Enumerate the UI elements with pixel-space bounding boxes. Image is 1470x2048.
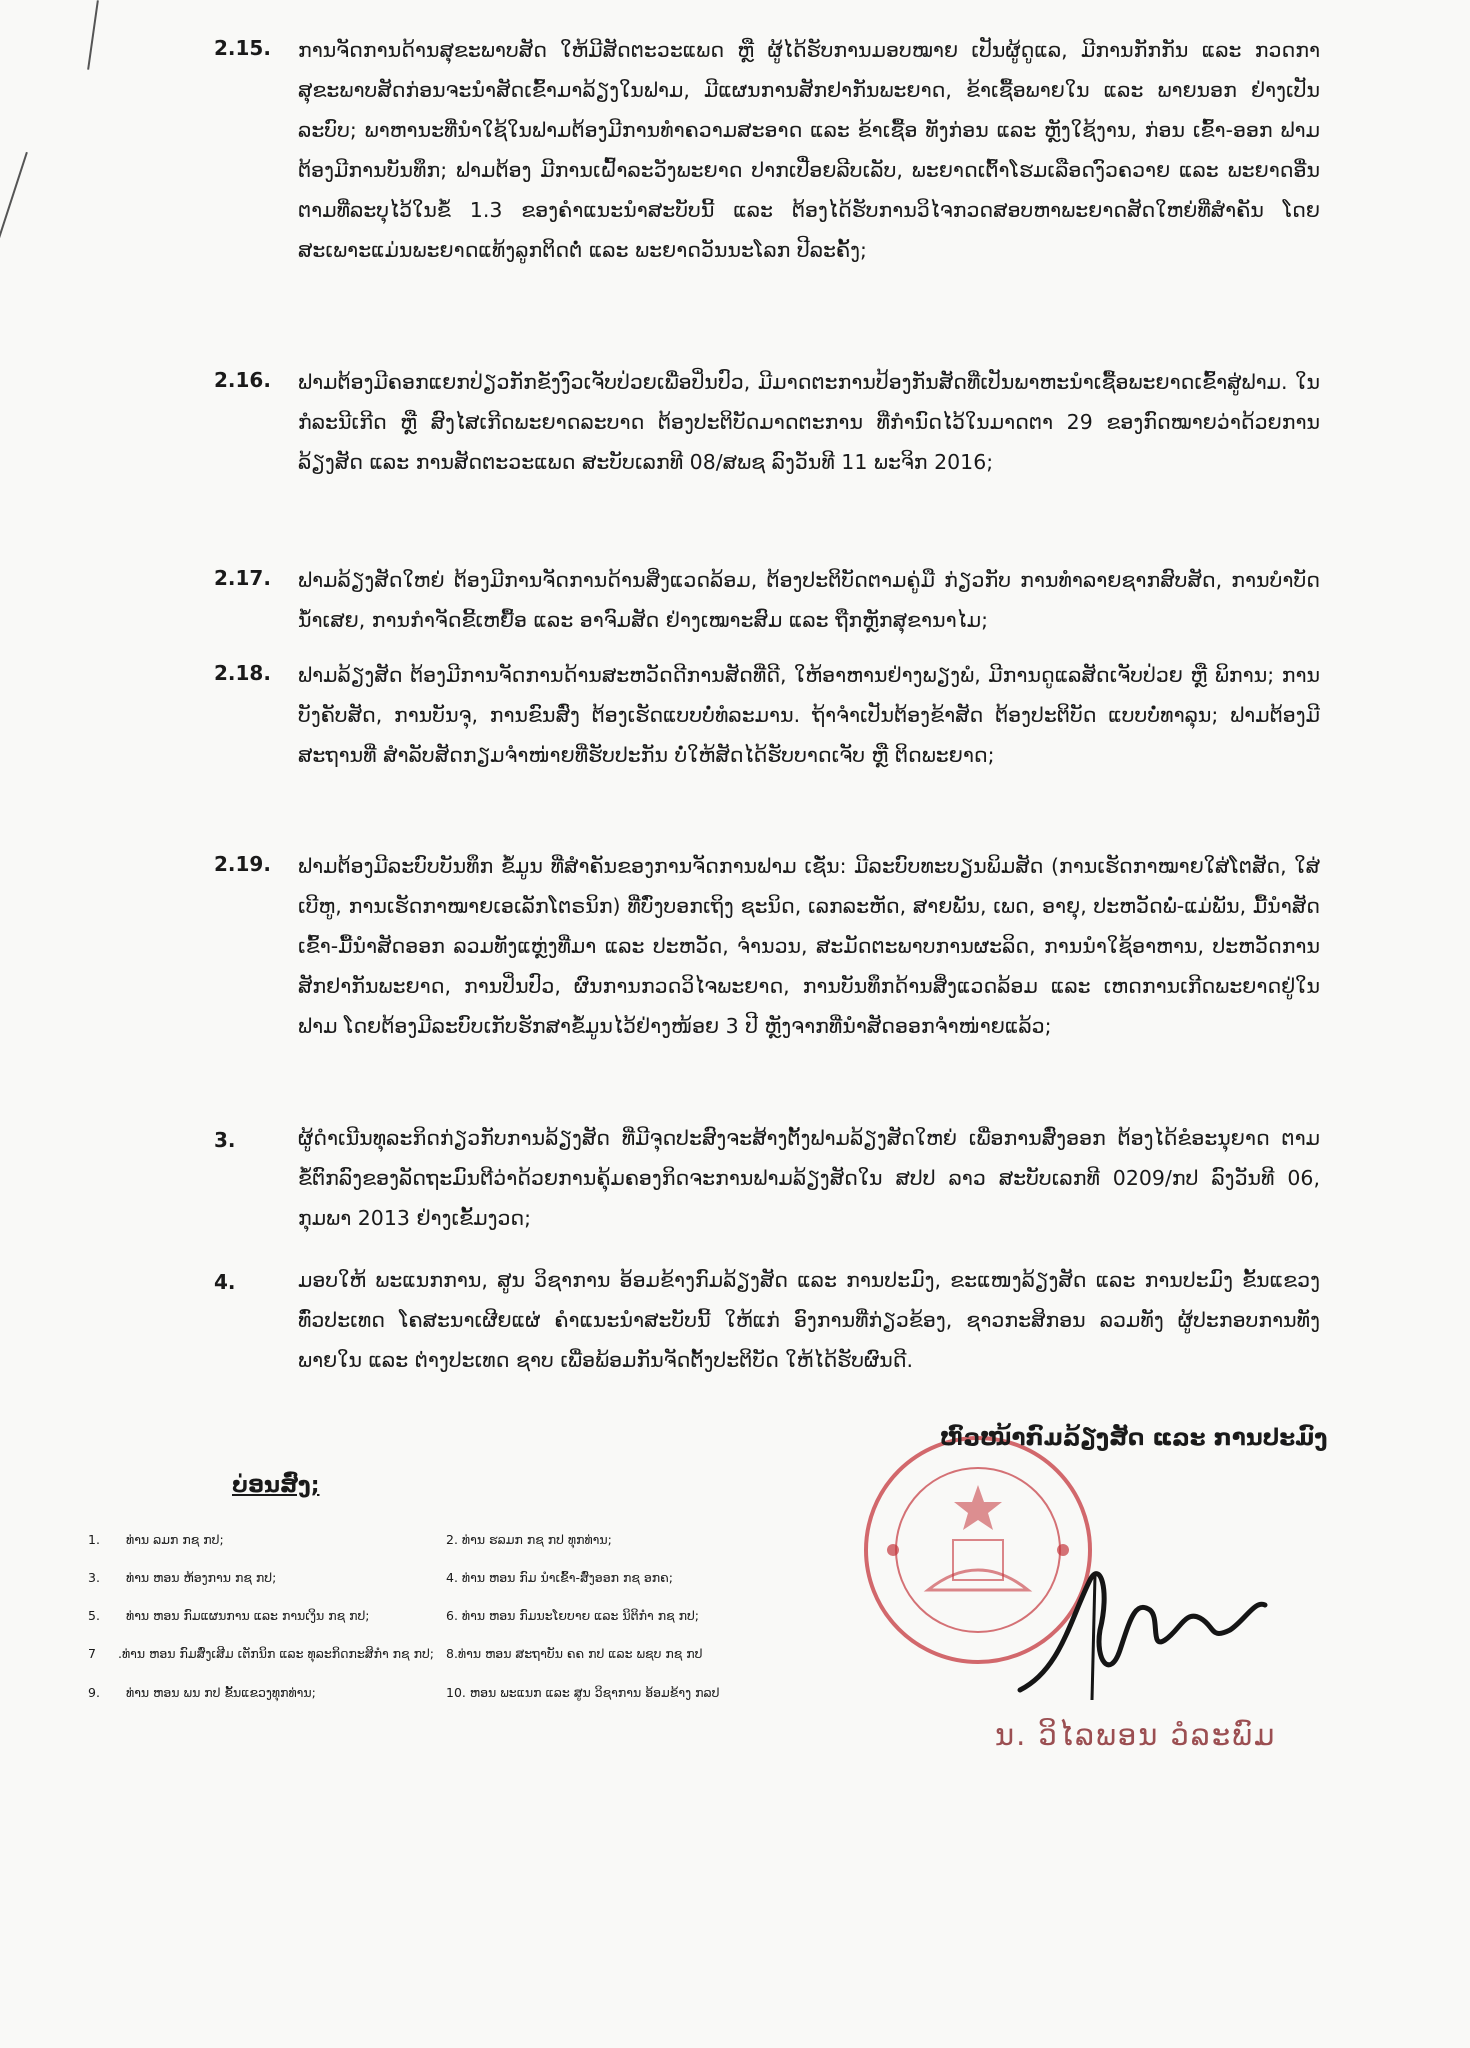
section-number: 2.15. [214, 36, 271, 60]
distribution-row [88, 1532, 612, 1547]
section-4 [214, 1260, 1320, 1380]
distribution-row [88, 1685, 720, 1700]
section-text: ຟາມຕ້ອງມີຄອກແຍກປ່ຽວກັກຂັງງົວເຈັບປ່ວຍເພື່ອປິ່ນປົວ, ມີມາດຕະການປ້ອງກັນສັດທີ່ເປັນພາຫະນໍາເຊື້ອພະຍາດເຂົ້າສູ່ຟາມ. ໃນກໍລະນີເກີດ ຫຼື ສົງໄສເກີດພະຍາດລະບາດ ຕ້ອງປະຕິບັດມາດຕະການ ທີ່ກໍານົດໄວ້ໃນມາດຕາ 29 ຂອງກົດໝາຍວ່າດ້ວຍການລ້ຽງສັດ ແລະ ການສັດຕະວະແພດ ສະບັບເລກທີ 08/ສພຊ ລົງວັນທີ 11 ພະຈິກ 2016; [298, 370, 1320, 474]
recipient: ທ່ານ ຫອນ ກົມແຜນການ ແລະ ການເງິນ ກຊ ກປ; [126, 1608, 370, 1623]
row-number: 9. [88, 1685, 100, 1700]
distribution-row [88, 1570, 673, 1585]
row-number: 5. [88, 1608, 100, 1623]
signatory-title: ຫົວໜ້າກົມລ້ຽງສັດ ແລະ ການປະມົງ [940, 1425, 1328, 1451]
section-number: 2.16. [214, 368, 271, 392]
section-text: ມອບໃຫ້ ພະແນກການ, ສູນ ວິຊາການ ອ້ອມຂ້າງກົມລ້ຽງສັດ ແລະ ການປະມົງ, ຂະແໜງລ້ຽງສັດ ແລະ ການປະມົງ ຂັ້ນແຂວງ ທົ່ວປະເທດ ໂຄສະນາເຜີຍແຜ່ ຄໍາແນະນໍາສະບັບນີ້ ໃຫ້ແກ່ ອົງການທີ່ກ່ຽວຂ້ອງ, ຊາວກະສິກອນ ລວມທັງ ຜູ້ປະກອບການທັງພາຍໃນ ແລະ ຕ່າງປະເທດ ຊາບ ເພື່ອພ້ອມກັນຈັດຕັ້ງປະຕິບັດ ໃຫ້ໄດ້ຮັບຜົນດີ. [298, 1268, 1320, 1372]
section-2-19 [214, 846, 1320, 1046]
section-number: 2.17. [214, 566, 271, 590]
section-number: 4. [214, 1270, 236, 1294]
recipient: ທ່ານ ລມກ ກຊ ກປ; [126, 1532, 224, 1547]
row-number: 3. [88, 1570, 100, 1585]
section-2-18 [214, 655, 1320, 775]
section-2-15 [214, 30, 1320, 270]
recipient: .ທ່ານ ຫອນ ກົມສົ່ງເສີມ ເຕັກນິກ ແລະ ທຸລະກິດກະສິກໍາ ກຊ ກປ; [118, 1646, 434, 1661]
distribution-row [88, 1646, 703, 1661]
recipient: ທ່ານ ຫອນ ພນ ກປ ຂັ້ນແຂວງທຸກທ່ານ; [126, 1685, 316, 1700]
recipient: 8.ທ່ານ ຫອນ ສະຖາບັນ ຄຄ ກປ ແລະ ພຊບ ກຊ ກປ [446, 1646, 703, 1661]
recipient: ທ່ານ ຫອນ ຫ້ອງການ ກຊ ກປ; [126, 1570, 277, 1585]
section-text: ຟາມລ້ຽງສັດໃຫຍ່ ຕ້ອງມີການຈັດການດ້ານສິ່ງແວດລ້ອມ, ຕ້ອງປະຕິບັດຕາມຄູ່ມື ກ່ຽວກັບ ການທໍາລາຍຊາກສົບສັດ, ການບໍາບັດນໍ້າເສຍ, ການກໍາຈັດຂີ້ເຫຍື້ອ ແລະ ອາຈົມສັດ ຢ່າງເໝາະສົມ ແລະ ຖືກຫຼັກສຸຂານາໄມ; [298, 568, 1320, 632]
section-text: ຟາມຕ້ອງມີລະບົບບັນທຶກ ຂໍ້ມູນ ທີ່ສໍາຄັນຂອງການຈັດການຟາມ ເຊັ່ນ: ມີລະບົບທະບຽນພິມສັດ (ການເຮັດກາໝາຍໃສ່ໂຕສັດ, ໃສ່ເບີຫູ, ການເຮັດກາໝາຍເອເລັກໂຕຣນິກ) ທີ່ບົ່ງບອກເຖິງ ຊະນິດ, ເລກລະຫັດ, ສາຍພັນ, ເພດ, ອາຍຸ, ປະຫວັດພໍ່-ແມ່ພັນ, ມື້ນໍາສັດເຂົ້າ-ມື້ນໍາສັດອອກ ລວມທັງແຫຼ່ງທີ່ມາ ແລະ ປະຫວັດ, ຈໍານວນ, ສະມັດຕະພາບການຜະລິດ, ການນໍາໃຊ້ອາຫານ, ປະຫວັດການສັກຢາກັນພະຍາດ, ການປິ່ນປົວ, ຜົນການກວດວິໄຈພະຍາດ, ການບັນທຶກດ້ານສິ່ງແວດລ້ອມ ແລະ ເຫດການເກີດພະຍາດຢູ່ໃນຟາມ ໂດຍຕ້ອງມີລະບົບເກັບຮັກສາຂໍ້ມູນໄວ້ຢ່າງໜ້ອຍ 3 ປີ ຫຼັງຈາກທີ່ນໍາສັດອອກຈໍາໜ່າຍແລ້ວ; [298, 854, 1320, 1038]
section-text: ການຈັດການດ້ານສຸຂະພາບສັດ ໃຫ້ມີສັດຕະວະແພດ ຫຼື ຜູ້ໄດ້ຮັບການມອບໝາຍ ເປັນຜູ້ດູແລ, ມີການກັກກັນ ແລະ ກວດກາສຸຂະພາບສັດກ່ອນຈະນໍາສັດເຂົ້າມາລ້ຽງໃນຟາມ, ມີແຜນການສັກຢາກັນພະຍາດ, ຂ້າເຊື້ອພາຍໃນ ແລະ ພາຍນອກ ຢ່າງເປັນລະບົບ; ພາຫານະທີ່ນໍາໃຊ້ໃນຟາມຕ້ອງມີການທໍາຄວາມສະອາດ ແລະ ຂ້າເຊື້ອ ທັງກ່ອນ ແລະ ຫຼັງໃຊ້ງານ, ກ່ອນ ເຂົ້າ-ອອກ ຟາມ ຕ້ອງມີການບັນທຶກ; ຟາມຕ້ອງ ມີການເຝົ້າລະວັງພະຍາດ ປາກເປື່ອຍລີບເລັບ, ພະຍາດເຕົ້າໂຮມເລືອດງົວຄວາຍ ແລະ ພະຍາດອື່ນ ຕາມທີ່ລະບຸໄວ້ໃນຂໍ້ 1.3 ຂອງຄໍາແນະນໍາສະບັບນີ້ ແລະ ຕ້ອງໄດ້ຮັບການວິໄຈກວດສອບຫາພະຍາດສັດໃຫຍ່ທີ່ສໍາຄັນ ໂດຍສະເພາະແມ່ນພະຍາດແທ້ງລູກຕິດຕໍ່ ແລະ ພະຍາດວັນນະໂລກ ປີລະຄັ້ງ; [298, 38, 1320, 262]
row-number: 7 [88, 1646, 96, 1661]
section-3 [214, 1118, 1320, 1238]
handwritten-signature [1000, 1500, 1270, 1720]
section-2-16 [214, 362, 1320, 482]
section-text: ຜູ້ດໍາເນີນທຸລະກິດກ່ຽວກັບການລ້ຽງສັດ ທີ່ມີຈຸດປະສົງຈະສ້າງຕັ້ງຟາມລ້ຽງສັດໃຫຍ່ ເພື່ອການສົ່ງອອກ ຕ້ອງໄດ້ຂໍອະນຸຍາດ ຕາມຂໍ້ຕົກລົງຂອງລັດຖະມົນຕີວ່າດ້ວຍການຄຸ້ມຄອງກິດຈະການຟາມລ້ຽງສັດໃນ ສປປ ລາວ ສະບັບເລກທີ 0209/ກປ ລົງວັນທີ 06, ກຸມພາ 2013 ຢ່າງເຂັ້ມງວດ; [298, 1126, 1320, 1230]
recipient: 4. ທ່ານ ຫອນ ກົມ ນໍາເຂົ້າ-ສົ່ງອອກ ກຊ ອກຄ; [446, 1570, 673, 1585]
section-number: 3. [214, 1128, 236, 1152]
recipient: 10. ຫອນ ພະແນກ ແລະ ສູນ ວິຊາການ ອ້ອມຂ້າງ ກລປ [446, 1685, 720, 1700]
section-text: ຟາມລ້ຽງສັດ ຕ້ອງມີການຈັດການດ້ານສະຫວັດດີການສັດທີ່ດີ, ໃຫ້ອາຫານຢ່າງພຽງພໍ, ມີການດູແລສັດເຈັບປ່ວຍ ຫຼື ພິການ; ການບັງຄັບສັດ, ການບັນຈຸ, ການຂົນສົ່ງ ຕ້ອງເຮັດແບບບໍ່ທໍລະມານ. ຖ້າຈໍາເປັນຕ້ອງຂ້າສັດ ຕ້ອງປະຕິບັດ ແບບບໍ່ທາລຸນ; ຟາມຕ້ອງມີສະຖານທີ່ ສໍາລັບສັດກຽມຈໍາໜ່າຍທີ່ຮັບປະກັນ ບໍ່ໃຫ້ສັດໄດ້ຮັບບາດເຈັບ ຫຼື ຕິດພະຍາດ; [298, 663, 1320, 767]
distribution-title: ບ່ອນສົ່ງ; [232, 1473, 320, 1498]
recipient: 6. ທ່ານ ຫອນ ກົມນະໂຍບາຍ ແລະ ນິຕິກໍາ ກຊ ກປ; [446, 1608, 699, 1623]
section-number: 2.18. [214, 661, 271, 685]
scan-edge-mark [0, 152, 28, 238]
row-number: 1. [88, 1532, 100, 1547]
recipient: 2. ທ່ານ ຮລມກ ກຊ ກປ ທຸກທ່ານ; [446, 1532, 612, 1547]
distribution-row [88, 1608, 699, 1623]
scan-edge-mark [87, 0, 99, 70]
section-number: 2.19. [214, 852, 271, 876]
section-2-17 [214, 560, 1320, 640]
signatory-name: ນ. ວິໄລພອນ ວໍລະພົມ [995, 1718, 1277, 1752]
